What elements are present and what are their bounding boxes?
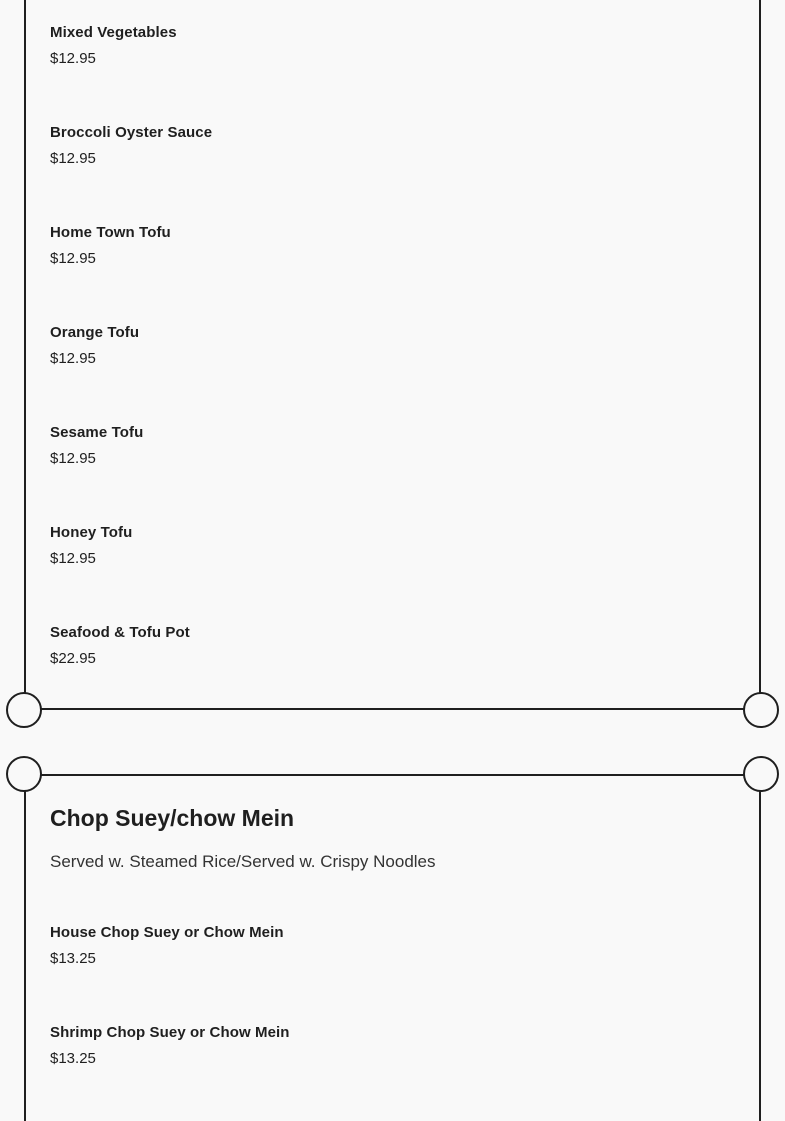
menu-item-price: $13.25 (50, 1050, 96, 1067)
menu-item[interactable] (50, 1024, 290, 1068)
menu-item-name: Sesame Tofu (50, 424, 144, 441)
menu-item-name: House Chop Suey or Chow Mein (50, 924, 284, 941)
menu-item-price: $12.95 (50, 50, 96, 67)
menu-item-price: $12.95 (50, 550, 96, 567)
menu-item-name: Mixed Vegetables (50, 24, 177, 41)
menu-item-price: $12.95 (50, 250, 96, 267)
menu-item-price: $12.95 (50, 350, 96, 367)
card-corner-notch (743, 692, 779, 728)
menu-item[interactable] (50, 924, 284, 968)
menu-item[interactable] (50, 524, 132, 568)
card-corner-notch (743, 756, 779, 792)
card-corner-notch (6, 692, 42, 728)
menu-item-name: Honey Tofu (50, 524, 133, 541)
menu-item[interactable] (50, 424, 143, 468)
menu-item[interactable] (50, 324, 139, 368)
section-title: Chop Suey/chow Mein (50, 805, 295, 831)
menu-item[interactable] (50, 24, 177, 68)
menu-item-name: Shrimp Chop Suey or Chow Mein (50, 1024, 290, 1041)
menu-item[interactable] (50, 624, 190, 668)
menu-item-price: $22.95 (50, 650, 96, 667)
menu-item-name: Broccoli Oyster Sauce (50, 124, 213, 141)
menu-item-name: Seafood & Tofu Pot (50, 624, 190, 641)
menu-item-price: $13.25 (50, 950, 96, 967)
menu-item[interactable] (50, 124, 212, 168)
menu-item[interactable] (50, 224, 171, 268)
menu-item-name: Orange Tofu (50, 324, 140, 341)
menu-section-card (24, 774, 761, 1121)
menu-section-card (24, 0, 761, 710)
card-corner-notch (6, 756, 42, 792)
menu-item-price: $12.95 (50, 150, 96, 167)
menu-item-name: Home Town Tofu (50, 224, 171, 241)
section-description: Served w. Steamed Rice/Served w. Crispy Noodles (50, 852, 436, 871)
menu-item-price: $12.95 (50, 450, 96, 467)
